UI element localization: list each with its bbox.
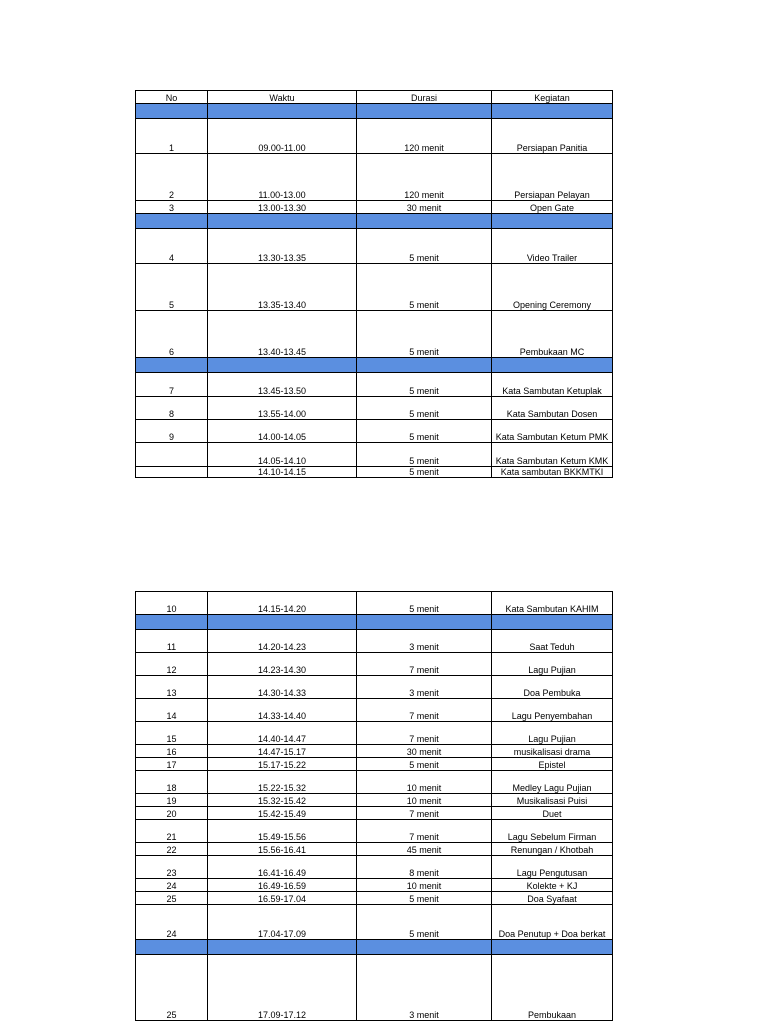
cell-kegiatan: Kata Sambutan Dosen — [492, 397, 613, 420]
cell-waktu: 17.09-17.12 — [208, 955, 357, 1021]
cell-durasi: 3 menit — [357, 630, 492, 653]
cell-kegiatan: Renungan / Khotbah — [492, 843, 613, 856]
cell-no: 16 — [136, 745, 208, 758]
cell-no: 4 — [136, 229, 208, 264]
cell-no: 11 — [136, 630, 208, 653]
cell-waktu: 16.49-16.59 — [208, 879, 357, 892]
cell-durasi: 5 menit — [357, 264, 492, 311]
cell-waktu: 13.55-14.00 — [208, 397, 357, 420]
table-row — [136, 758, 613, 771]
schedule-table-1 — [135, 90, 613, 478]
cell-kegiatan: Doa Penutup + Doa berkat — [492, 905, 613, 940]
cell-durasi: 7 menit — [357, 807, 492, 820]
cell-kegiatan: Duet — [492, 807, 613, 820]
header-kegiatan: Kegiatan — [492, 91, 613, 104]
cell-no: 6 — [136, 311, 208, 358]
cell-kegiatan: Kata Sambutan Ketum KMK — [492, 443, 613, 467]
cell-no: 15 — [136, 722, 208, 745]
cell-durasi: 10 menit — [357, 879, 492, 892]
cell-durasi: 7 menit — [357, 653, 492, 676]
cell-waktu: 14.15-14.20 — [208, 592, 357, 615]
cell-waktu: 15.22-15.32 — [208, 771, 357, 794]
cell-no: 10 — [136, 592, 208, 615]
cell-durasi: 7 menit — [357, 722, 492, 745]
cell-kegiatan: Lagu Pengutusan — [492, 856, 613, 879]
cell-durasi: 5 menit — [357, 905, 492, 940]
table-row — [136, 373, 613, 397]
table-row — [136, 955, 613, 1021]
section-separator — [136, 214, 613, 229]
cell-waktu: 15.49-15.56 — [208, 820, 357, 843]
cell-kegiatan: Lagu Penyembahan — [492, 699, 613, 722]
cell-no: 20 — [136, 807, 208, 820]
cell-kegiatan: Persiapan Panitia — [492, 119, 613, 154]
table-row — [136, 201, 613, 214]
cell-waktu: 14.33-14.40 — [208, 699, 357, 722]
cell-no: 1 — [136, 119, 208, 154]
table-row — [136, 722, 613, 745]
cell-kegiatan: Doa Syafaat — [492, 892, 613, 905]
cell-durasi: 10 menit — [357, 794, 492, 807]
cell-durasi: 5 menit — [357, 373, 492, 397]
table-row — [136, 630, 613, 653]
cell-no: 2 — [136, 154, 208, 201]
cell-waktu: 14.10-14.15 — [208, 467, 357, 478]
cell-durasi: 120 menit — [357, 154, 492, 201]
cell-waktu: 14.30-14.33 — [208, 676, 357, 699]
cell-waktu: 13.40-13.45 — [208, 311, 357, 358]
cell-waktu: 15.17-15.22 — [208, 758, 357, 771]
table-row — [136, 892, 613, 905]
cell-waktu: 11.00-13.00 — [208, 154, 357, 201]
cell-no: 8 — [136, 397, 208, 420]
cell-no: 14 — [136, 699, 208, 722]
section-separator — [136, 104, 613, 119]
cell-waktu: 09.00-11.00 — [208, 119, 357, 154]
table-row — [136, 794, 613, 807]
cell-kegiatan: Kata sambutan BKKMTKI — [492, 467, 613, 478]
cell-no: 17 — [136, 758, 208, 771]
cell-no: 3 — [136, 201, 208, 214]
header-waktu: Waktu — [208, 91, 357, 104]
cell-waktu: 16.59-17.04 — [208, 892, 357, 905]
table-row — [136, 820, 613, 843]
table-row — [136, 879, 613, 892]
section-separator — [136, 940, 613, 955]
cell-durasi: 30 menit — [357, 201, 492, 214]
table-row — [136, 807, 613, 820]
cell-no: 25 — [136, 892, 208, 905]
cell-waktu: 14.47-15.17 — [208, 745, 357, 758]
cell-waktu: 14.00-14.05 — [208, 420, 357, 443]
table-row — [136, 443, 613, 467]
cell-durasi: 5 menit — [357, 758, 492, 771]
cell-durasi: 30 menit — [357, 745, 492, 758]
table-row — [136, 420, 613, 443]
cell-kegiatan: Pembukaan MC — [492, 311, 613, 358]
cell-durasi: 7 menit — [357, 820, 492, 843]
cell-kegiatan: Epistel — [492, 758, 613, 771]
cell-durasi: 3 menit — [357, 955, 492, 1021]
table-row — [136, 843, 613, 856]
cell-durasi: 5 menit — [357, 467, 492, 478]
cell-durasi: 5 menit — [357, 443, 492, 467]
cell-durasi: 120 menit — [357, 119, 492, 154]
cell-no: 23 — [136, 856, 208, 879]
cell-kegiatan: Lagu Pujian — [492, 653, 613, 676]
table-row — [136, 311, 613, 358]
cell-kegiatan: Pembukaan — [492, 955, 613, 1021]
header-durasi: Durasi — [357, 91, 492, 104]
table-row — [136, 229, 613, 264]
cell-waktu: 14.05-14.10 — [208, 443, 357, 467]
cell-durasi: 8 menit — [357, 856, 492, 879]
cell-kegiatan: Kata Sambutan KAHIM — [492, 592, 613, 615]
cell-waktu: 14.20-14.23 — [208, 630, 357, 653]
cell-durasi: 10 menit — [357, 771, 492, 794]
cell-no: 19 — [136, 794, 208, 807]
table-row — [136, 119, 613, 154]
table-row — [136, 771, 613, 794]
table-row — [136, 653, 613, 676]
cell-kegiatan: Persiapan Pelayan — [492, 154, 613, 201]
cell-waktu: 13.00-13.30 — [208, 201, 357, 214]
cell-waktu: 16.41-16.49 — [208, 856, 357, 879]
table-row — [136, 592, 613, 615]
cell-waktu: 15.42-15.49 — [208, 807, 357, 820]
section-separator — [136, 358, 613, 373]
header-row — [136, 91, 613, 104]
cell-kegiatan: Kata Sambutan Ketuplak — [492, 373, 613, 397]
cell-kegiatan: Lagu Sebelum Firman — [492, 820, 613, 843]
cell-durasi: 5 menit — [357, 592, 492, 615]
cell-kegiatan: Musikalisasi Puisi — [492, 794, 613, 807]
table-row — [136, 676, 613, 699]
cell-no: 21 — [136, 820, 208, 843]
cell-no: 7 — [136, 373, 208, 397]
cell-kegiatan: Open Gate — [492, 201, 613, 214]
cell-kegiatan: Video Trailer — [492, 229, 613, 264]
cell-waktu: 14.23-14.30 — [208, 653, 357, 676]
header-no: No — [136, 91, 208, 104]
cell-kegiatan: Kolekte + KJ — [492, 879, 613, 892]
cell-waktu: 17.04-17.09 — [208, 905, 357, 940]
cell-no: 9 — [136, 420, 208, 443]
cell-kegiatan: Kata Sambutan Ketum PMK — [492, 420, 613, 443]
table-row — [136, 745, 613, 758]
cell-durasi: 7 menit — [357, 699, 492, 722]
table-row — [136, 467, 613, 478]
cell-waktu: 13.45-13.50 — [208, 373, 357, 397]
cell-durasi: 5 menit — [357, 229, 492, 264]
cell-durasi: 5 menit — [357, 397, 492, 420]
table-row — [136, 905, 613, 940]
cell-waktu: 14.40-14.47 — [208, 722, 357, 745]
cell-durasi: 3 menit — [357, 676, 492, 699]
cell-kegiatan: Medley Lagu Pujian — [492, 771, 613, 794]
cell-no: 5 — [136, 264, 208, 311]
cell-no: 24 — [136, 905, 208, 940]
section-separator — [136, 615, 613, 630]
cell-no: 24 — [136, 879, 208, 892]
cell-waktu: 15.32-15.42 — [208, 794, 357, 807]
table-row — [136, 397, 613, 420]
cell-no — [136, 443, 208, 467]
cell-waktu: 13.30-13.35 — [208, 229, 357, 264]
table-row — [136, 154, 613, 201]
table-row — [136, 699, 613, 722]
cell-no — [136, 467, 208, 478]
table-row — [136, 264, 613, 311]
cell-durasi: 5 menit — [357, 420, 492, 443]
cell-durasi: 5 menit — [357, 892, 492, 905]
cell-kegiatan: Opening Ceremony — [492, 264, 613, 311]
cell-no: 25 — [136, 955, 208, 1021]
cell-no: 13 — [136, 676, 208, 699]
cell-no: 18 — [136, 771, 208, 794]
cell-no: 22 — [136, 843, 208, 856]
cell-kegiatan: Saat Teduh — [492, 630, 613, 653]
schedule-table-2 — [135, 591, 613, 1021]
cell-kegiatan: Lagu Pujian — [492, 722, 613, 745]
cell-waktu: 13.35-13.40 — [208, 264, 357, 311]
cell-no: 12 — [136, 653, 208, 676]
cell-durasi: 5 menit — [357, 311, 492, 358]
cell-kegiatan: musikalisasi drama — [492, 745, 613, 758]
table-row — [136, 856, 613, 879]
cell-waktu: 15.56-16.41 — [208, 843, 357, 856]
cell-kegiatan: Doa Pembuka — [492, 676, 613, 699]
cell-durasi: 45 menit — [357, 843, 492, 856]
